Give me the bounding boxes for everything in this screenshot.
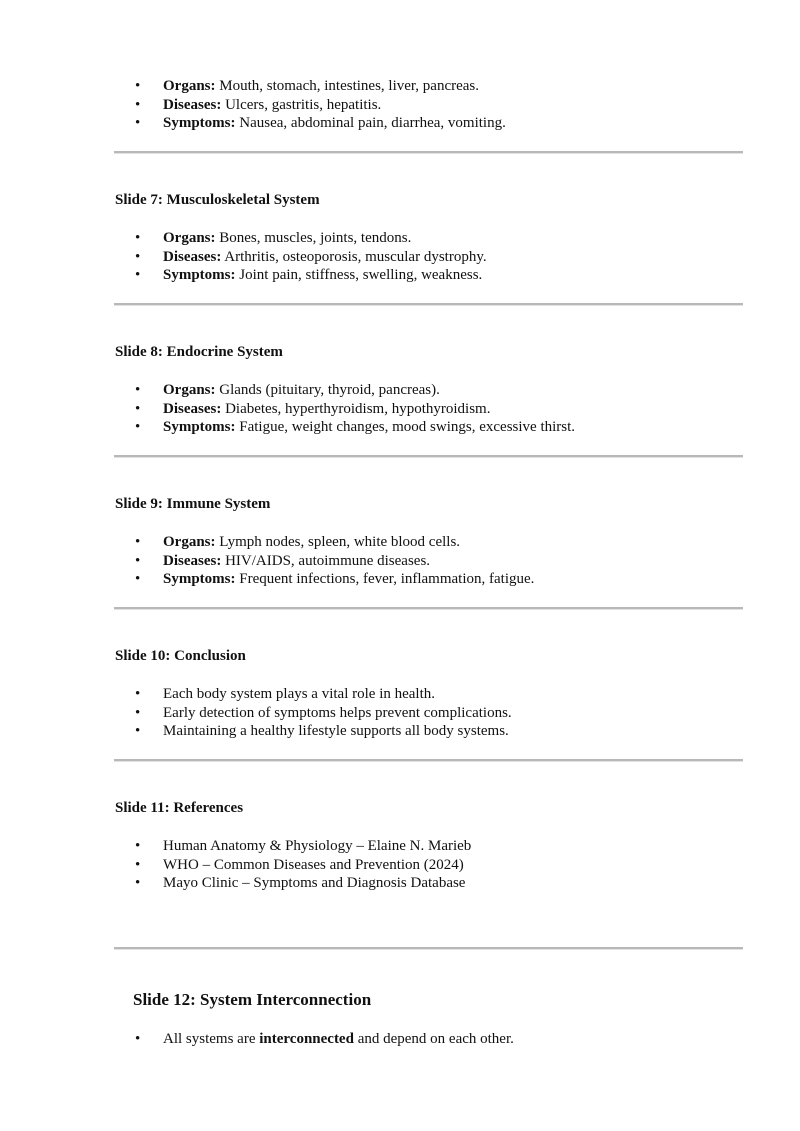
list-item: • All systems are interconnected and depend on each other. [135,1030,514,1049]
slide-9-list [135,533,534,589]
list-item: • Organs: Lymph nodes, spleen, white blood cells. [135,533,534,552]
slide-11-title: Slide 11: References [115,800,244,816]
list-item: • Human Anatomy & Physiology – Elaine N. Marieb [135,837,471,856]
list-item: • Maintaining a healthy lifestyle supports all body systems. [135,722,512,741]
slide-12-title: Slide 12: System Interconnection [133,990,372,1009]
slide-7-list [135,229,487,285]
divider [114,947,743,950]
list-item: • Symptoms: Fatigue, weight changes, mood swings, excessive thirst. [135,418,575,437]
list-item: • WHO – Common Diseases and Prevention (2024) [135,856,471,875]
list-item: • Organs: Bones, muscles, joints, tendons. [135,229,487,248]
digestive-list [135,77,506,133]
slide-7-title: Slide 7: Musculoskeletal System [115,192,320,208]
list-item: • Diseases: Ulcers, gastritis, hepatitis. [135,96,506,115]
slide-8-list [135,381,575,437]
list-item: • Diseases: HIV/AIDS, autoimmune diseases. [135,552,534,571]
list-item: • Organs: Glands (pituitary, thyroid, pancreas). [135,381,575,400]
slide-11-list [135,837,471,893]
list-item: • Mayo Clinic – Symptoms and Diagnosis Database [135,874,471,893]
list-item: • Each body system plays a vital role in health. [135,685,512,704]
list-item: • Organs: Mouth, stomach, intestines, liver, pancreas. [135,77,506,96]
divider [114,607,743,610]
list-item: • Diseases: Diabetes, hyperthyroidism, hypothyroidism. [135,400,575,419]
list-item: • Early detection of symptoms helps prevent complications. [135,704,512,723]
divider [114,303,743,306]
divider [114,455,743,458]
list-item: • Symptoms: Nausea, abdominal pain, diarrhea, vomiting. [135,114,506,133]
list-item: • Symptoms: Joint pain, stiffness, swelling, weakness. [135,266,487,285]
slide-10-title: Slide 10: Conclusion [115,648,246,664]
slide-10-list [135,685,512,741]
list-item: • Diseases: Arthritis, osteoporosis, muscular dystrophy. [135,248,487,267]
slide-9-title: Slide 9: Immune System [115,496,271,512]
slide-8-title: Slide 8: Endocrine System [115,344,283,360]
list-item: • Symptoms: Frequent infections, fever, inflammation, fatigue. [135,570,534,589]
slide-12-list [135,1030,514,1049]
divider [114,151,743,154]
divider [114,759,743,762]
